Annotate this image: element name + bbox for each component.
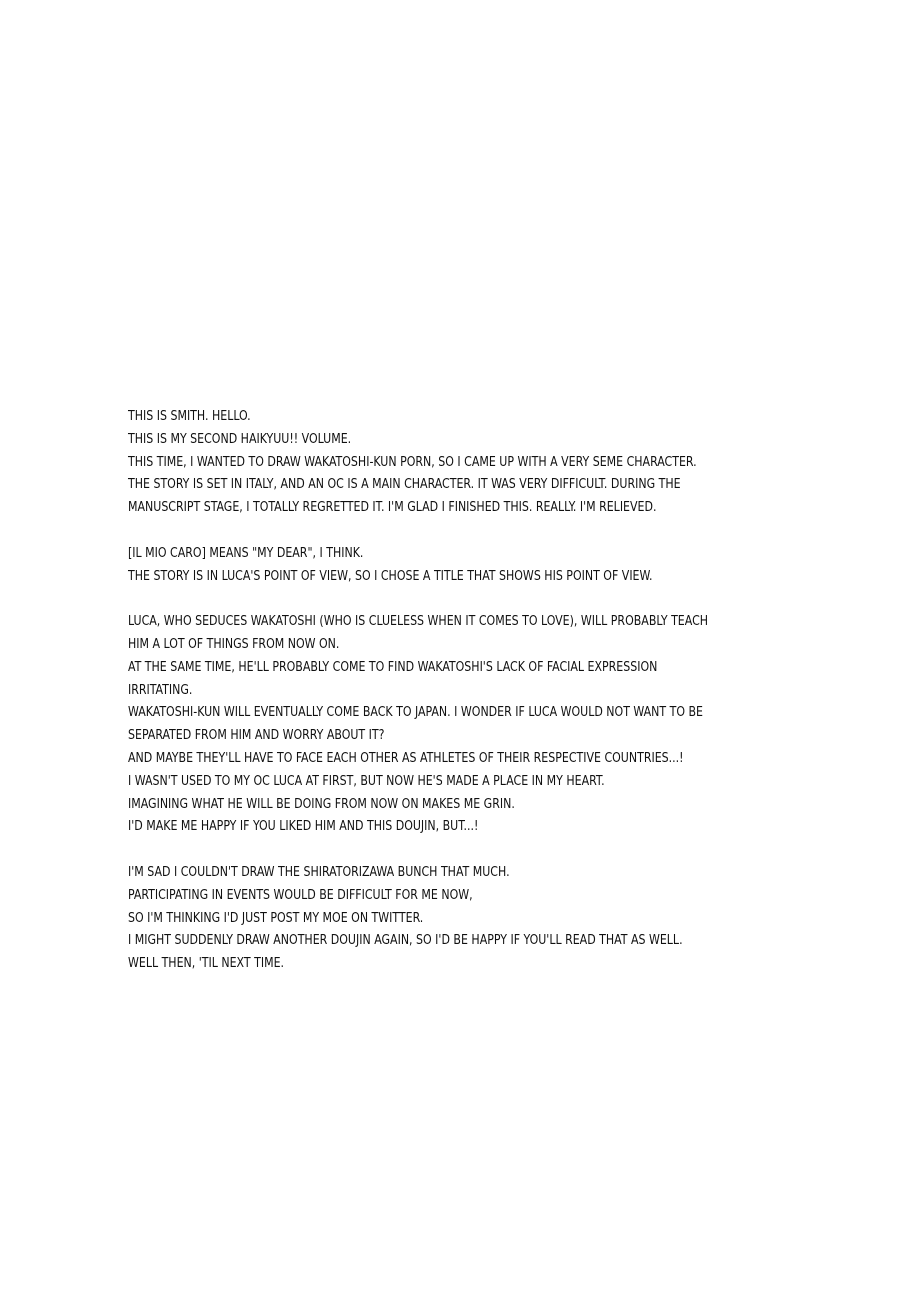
text-line: THIS IS SMITH. HELLO. — [128, 408, 251, 424]
text-line: MANUSCRIPT STAGE, I TOTALLY REGRETTED IT. I'M GLAD I FINISHED THIS. REALLY. I'M RELIEVED. — [128, 499, 657, 516]
text-line: I'D MAKE ME HAPPY IF YOU LIKED HIM AND THIS DOUJIN, BUT...! — [128, 818, 479, 835]
paragraph-title-meaning — [128, 542, 713, 588]
afterword-text-block — [128, 405, 713, 975]
text-line: HIM A LOT OF THINGS FROM NOW ON. — [128, 635, 340, 652]
text-line: IRRITATING. — [128, 681, 193, 698]
text-line: SEPARATED FROM HIM AND WORRY ABOUT IT? — [128, 727, 385, 744]
text-line: THIS TIME, I WANTED TO DRAW WAKATOSHI-KUN PORN, SO I CAME UP WITH A VERY SEME CHARACTER. — [128, 453, 697, 470]
text-line: I'M SAD I COULDN'T DRAW THE SHIRATORIZAWA BUNCH THAT MUCH. — [128, 863, 510, 880]
text-line: AT THE SAME TIME, HE'LL PROBABLY COME TO FIND WAKATOSHI'S LACK OF FACIAL EXPRESSION — [128, 658, 658, 675]
text-line: WELL THEN, 'TIL NEXT TIME. — [128, 955, 285, 972]
text-line: AND MAYBE THEY'LL HAVE TO FACE EACH OTHER AS ATHLETES OF THEIR RESPECTIVE COUNTRIES...! — [128, 749, 684, 766]
text-line: [IL MIO CARO] MEANS "MY DEAR", I THINK. — [128, 544, 364, 561]
text-line: I MIGHT SUDDENLY DRAW ANOTHER DOUJIN AGAIN, SO I'D BE HAPPY IF YOU'LL READ THAT AS WELL. — [128, 932, 683, 949]
text-line: THE STORY IS SET IN ITALY, AND AN OC IS A MAIN CHARACTER. IT WAS VERY DIFFICULT. DURING THE — [128, 476, 681, 493]
text-line: THE STORY IS IN LUCA'S POINT OF VIEW, SO I CHOSE A TITLE THAT SHOWS HIS POINT OF VIEW. — [128, 567, 653, 584]
text-line: WAKATOSHI-KUN WILL EVENTUALLY COME BACK TO JAPAN. I WONDER IF LUCA WOULD NOT WANT TO BE — [128, 704, 704, 721]
text-line: THIS IS MY SECOND HAIKYUU!! VOLUME. — [128, 430, 352, 447]
paragraph-closing — [128, 861, 713, 975]
text-line: IMAGINING WHAT HE WILL BE DOING FROM NOW ON MAKES ME GRIN. — [128, 795, 515, 812]
text-line: SO I'M THINKING I'D JUST POST MY MOE ON TWITTER. — [128, 909, 424, 926]
text-line: LUCA, WHO SEDUCES WAKATOSHI (WHO IS CLUELESS WHEN IT COMES TO LOVE), WILL PROBABLY TEACH — [128, 613, 709, 630]
paragraph-greeting — [128, 405, 713, 519]
text-line: I WASN'T USED TO MY OC LUCA AT FIRST, BUT NOW HE'S MADE A PLACE IN MY HEART. — [128, 772, 605, 789]
paragraph-characters — [128, 610, 713, 838]
text-line: PARTICIPATING IN EVENTS WOULD BE DIFFICULT FOR ME NOW, — [128, 886, 473, 903]
